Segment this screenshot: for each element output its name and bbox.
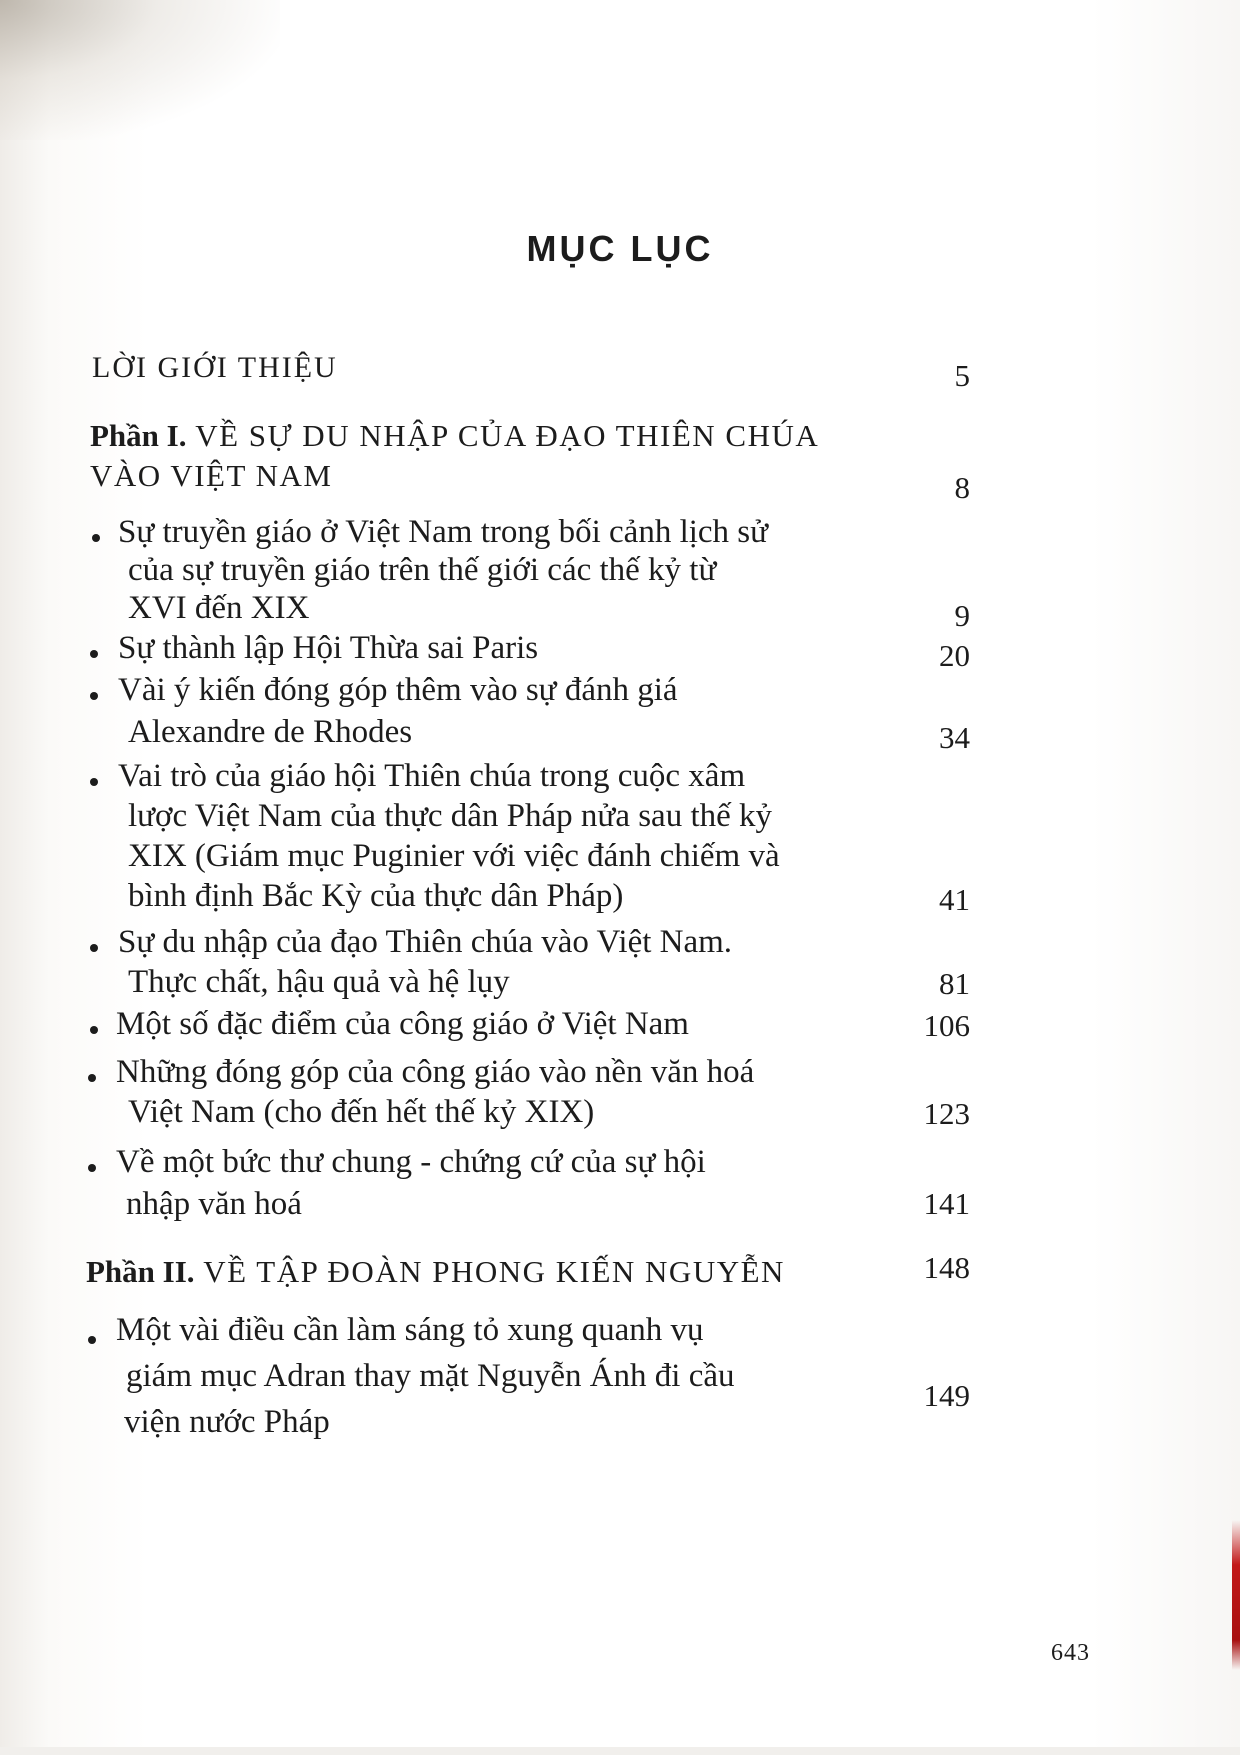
toc-page-number: 149 xyxy=(923,1378,970,1413)
toc-item-line: của sự truyền giáo trên thế giới các thế kỷ từ xyxy=(128,552,717,588)
page-title: MỤC LỤC xyxy=(526,228,714,269)
toc-item-line: Thực chất, hậu quả và hệ lụy xyxy=(128,964,510,1000)
toc-item-line: Những đóng góp của công giáo vào nền văn hoá xyxy=(116,1054,755,1090)
toc-page-number: 141 xyxy=(923,1186,970,1221)
part-title-line: VÀO VIỆT NAM xyxy=(90,458,333,493)
part-title-line: VỀ TẬP ĐOÀN PHONG KIẾN NGUYỄN xyxy=(203,1254,785,1289)
toc-item-line: XIX (Giám mục Puginier với việc đánh chiếm và xyxy=(128,838,780,874)
part-label: Phần II. xyxy=(86,1254,195,1289)
bullet-icon xyxy=(92,534,100,542)
toc-item-line: Sự du nhập của đạo Thiên chúa vào Việt Nam. xyxy=(118,924,733,960)
toc-item-line: Alexandre de Rhodes xyxy=(128,714,413,750)
toc-page-number: 9 xyxy=(954,598,970,633)
bullet-icon xyxy=(90,1026,98,1034)
part-label: Phần I. xyxy=(90,418,187,453)
bullet-icon xyxy=(90,692,98,700)
bullet-icon xyxy=(88,1336,96,1344)
toc-part-heading xyxy=(90,416,819,456)
toc-item-line: Vai trò của giáo hội Thiên chúa trong cuộc xâm xyxy=(118,758,746,794)
bullet-icon xyxy=(88,1164,96,1172)
toc-page-number: 81 xyxy=(939,966,970,1001)
toc-item-line: Một vài điều cần làm sáng tỏ xung quanh vụ xyxy=(116,1312,704,1348)
toc-item-line: Một số đặc điểm của công giáo ở Việt Nam xyxy=(116,1006,689,1042)
part-title-line: VỀ SỰ DU NHẬP CỦA ĐẠO THIÊN CHÚA xyxy=(195,418,820,453)
toc-page-number: 41 xyxy=(939,882,970,917)
bullet-icon xyxy=(90,944,98,952)
page-corner-shadow xyxy=(0,0,280,140)
toc-item-line: lược Việt Nam của thực dân Pháp nửa sau thế kỷ xyxy=(128,798,773,834)
toc-item-line: viện nước Pháp xyxy=(124,1404,330,1440)
page-bottom-edge xyxy=(0,1747,1240,1755)
toc-item-line: nhập văn hoá xyxy=(126,1186,302,1222)
toc-item-line: Việt Nam (cho đến hết thế kỷ XIX) xyxy=(128,1094,595,1130)
toc-page-number: 148 xyxy=(923,1250,970,1285)
toc-item-line: bình định Bắc Kỳ của thực dân Pháp) xyxy=(128,878,624,914)
toc-item-line: Sự thành lập Hội Thừa sai Paris xyxy=(118,630,539,666)
toc-item-line: XVI đến XIX xyxy=(128,590,310,626)
toc-item-line: Vài ý kiến đóng góp thêm vào sự đánh giá xyxy=(118,672,678,708)
toc-part-heading xyxy=(86,1252,785,1292)
toc-page-number: 106 xyxy=(923,1008,970,1043)
toc-item-line: Về một bức thư chung - chứng cứ của sự hội xyxy=(116,1144,706,1180)
toc-item-line: giám mục Adran thay mặt Nguyễn Ánh đi cầu xyxy=(126,1358,735,1394)
toc-page-number: 123 xyxy=(923,1096,970,1131)
bullet-icon xyxy=(90,778,98,786)
toc-item-line: Sự truyền giáo ở Việt Nam trong bối cảnh lịch sử xyxy=(118,514,769,550)
toc-heading-text: LỜI GIỚI THIỆU xyxy=(92,351,338,384)
page-folio-number: 643 xyxy=(1051,1640,1090,1666)
bullet-icon xyxy=(90,650,98,658)
bullet-icon xyxy=(88,1074,96,1082)
toc-page-number: 8 xyxy=(954,470,970,505)
page-edge-red-mark xyxy=(1232,1520,1240,1670)
toc-page-number: 5 xyxy=(954,358,970,393)
toc-page-number: 34 xyxy=(939,720,970,755)
toc-page-number: 20 xyxy=(939,638,970,673)
